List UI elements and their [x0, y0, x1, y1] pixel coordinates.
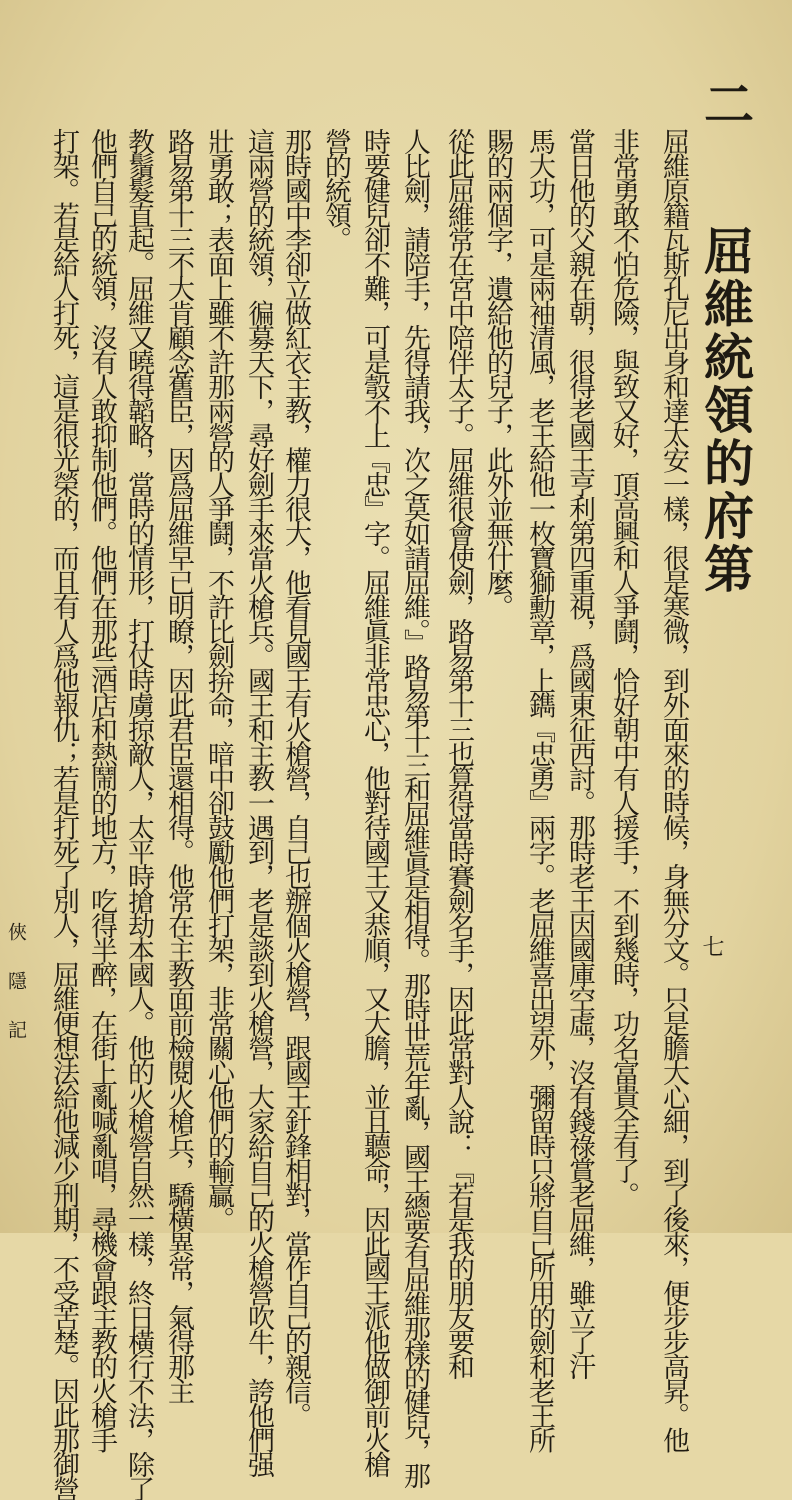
text-column: 馬大功，可是兩袖清風，老王給他一枚寶獅勳章，上鐫『忠勇』兩字。老屈維喜出望外，彌留時只將自己所用的劍和老王所: [524, 128, 555, 1451]
page-number: 七: [699, 935, 724, 957]
text-column: 他們自己的統領，沒有人敢抑制他們。他們在那些酒店和熱鬧的地方，吃得半醉，在街上亂喊亂唱，尋機會跟主教的火槍手: [86, 128, 117, 1451]
text-column: 從此屈維常在宮中陪伴太子。屈維很會使劍，路易第十三也算得當時賽劍名手，因此常對人說：『若是我的朋友要和: [443, 128, 474, 1378]
text-column: 那時國中李卻立做紅衣主教，權力很大，他看見國王有火槍營，自己也辦個火槍營，跟國王針鋒相對，當作自己的親信。: [280, 128, 311, 1427]
chapter-number: 二: [696, 78, 755, 128]
text-column: 人比劍，請陪手，先得請我，次之莫如請屈維。』路易第十三和屈維眞是相得。那時世荒年亂，國王總要有屈維那樣的健兒，那: [399, 128, 430, 1487]
text-column: 時要健兒卻不難，可是彀不上『忠』字。屈維眞非常忠心，他對待國王又恭順，又大膽，並且聽命，因此國王派他做御前火槍: [359, 128, 390, 1476]
text-column: 路易第十三不大肯顧念舊臣，因爲屈維早已明瞭，因此君臣還相得。他常在主教面前檢閱火槍兵，驕橫異常，氣得那主: [163, 128, 194, 1402]
text-column: 非常勇敢不怕危險，與致又好，頂高興和人爭鬪，恰好朝中有人援手，不到幾時，功名富貴全有了。: [608, 128, 639, 1206]
text-column: 賜的兩個字，遺給他的兒子，此外並無什麼。: [482, 128, 513, 618]
text-column: 壯勇敢；表面上雖不許那兩營的人爭鬪，不許比劍拚命，暗中卻鼓勵他們打架，非常關心他們的輸贏。: [203, 128, 234, 1231]
text-column: 屈維原籍瓦斯孔尼出身和達太安一樣，很是寒微，到外面來的時候，身無分文。只是膽大心細，到了後來，便步步高昇。他: [658, 128, 689, 1451]
text-column: 這兩營的統領，徧募天下，尋好劍手來當火槍兵。國王和主教一遇到，老是談到火槍營，大家給自己的火槍營吹牛，誇他們强: [243, 128, 274, 1476]
text-column: 營的統領。: [320, 128, 351, 251]
text-column: 當日他的父親在朝，很得老國王亨利第四重視，爲國東征西討。那時老王因國庫空虛，沒有錢祿賞老屈維，雖立了汗: [564, 128, 595, 1378]
chapter-title: 屈維統領的府第: [696, 225, 755, 596]
text-column: 打架。若是給人打死，這是很光榮的，而且有人爲他報仇；若是打死了別人，屈維便想法給他減少刑期，不受苦楚。因此那御營: [48, 128, 79, 1500]
text-column: 教鬚髮直起。屈維又曉得韜略，當時的情形，打仗時虜掠敵人，太平時搶劫本國人。他的火槍營自然一樣，終日橫行不法，除了: [123, 128, 154, 1500]
running-title: 俠隱記: [5, 922, 27, 1069]
